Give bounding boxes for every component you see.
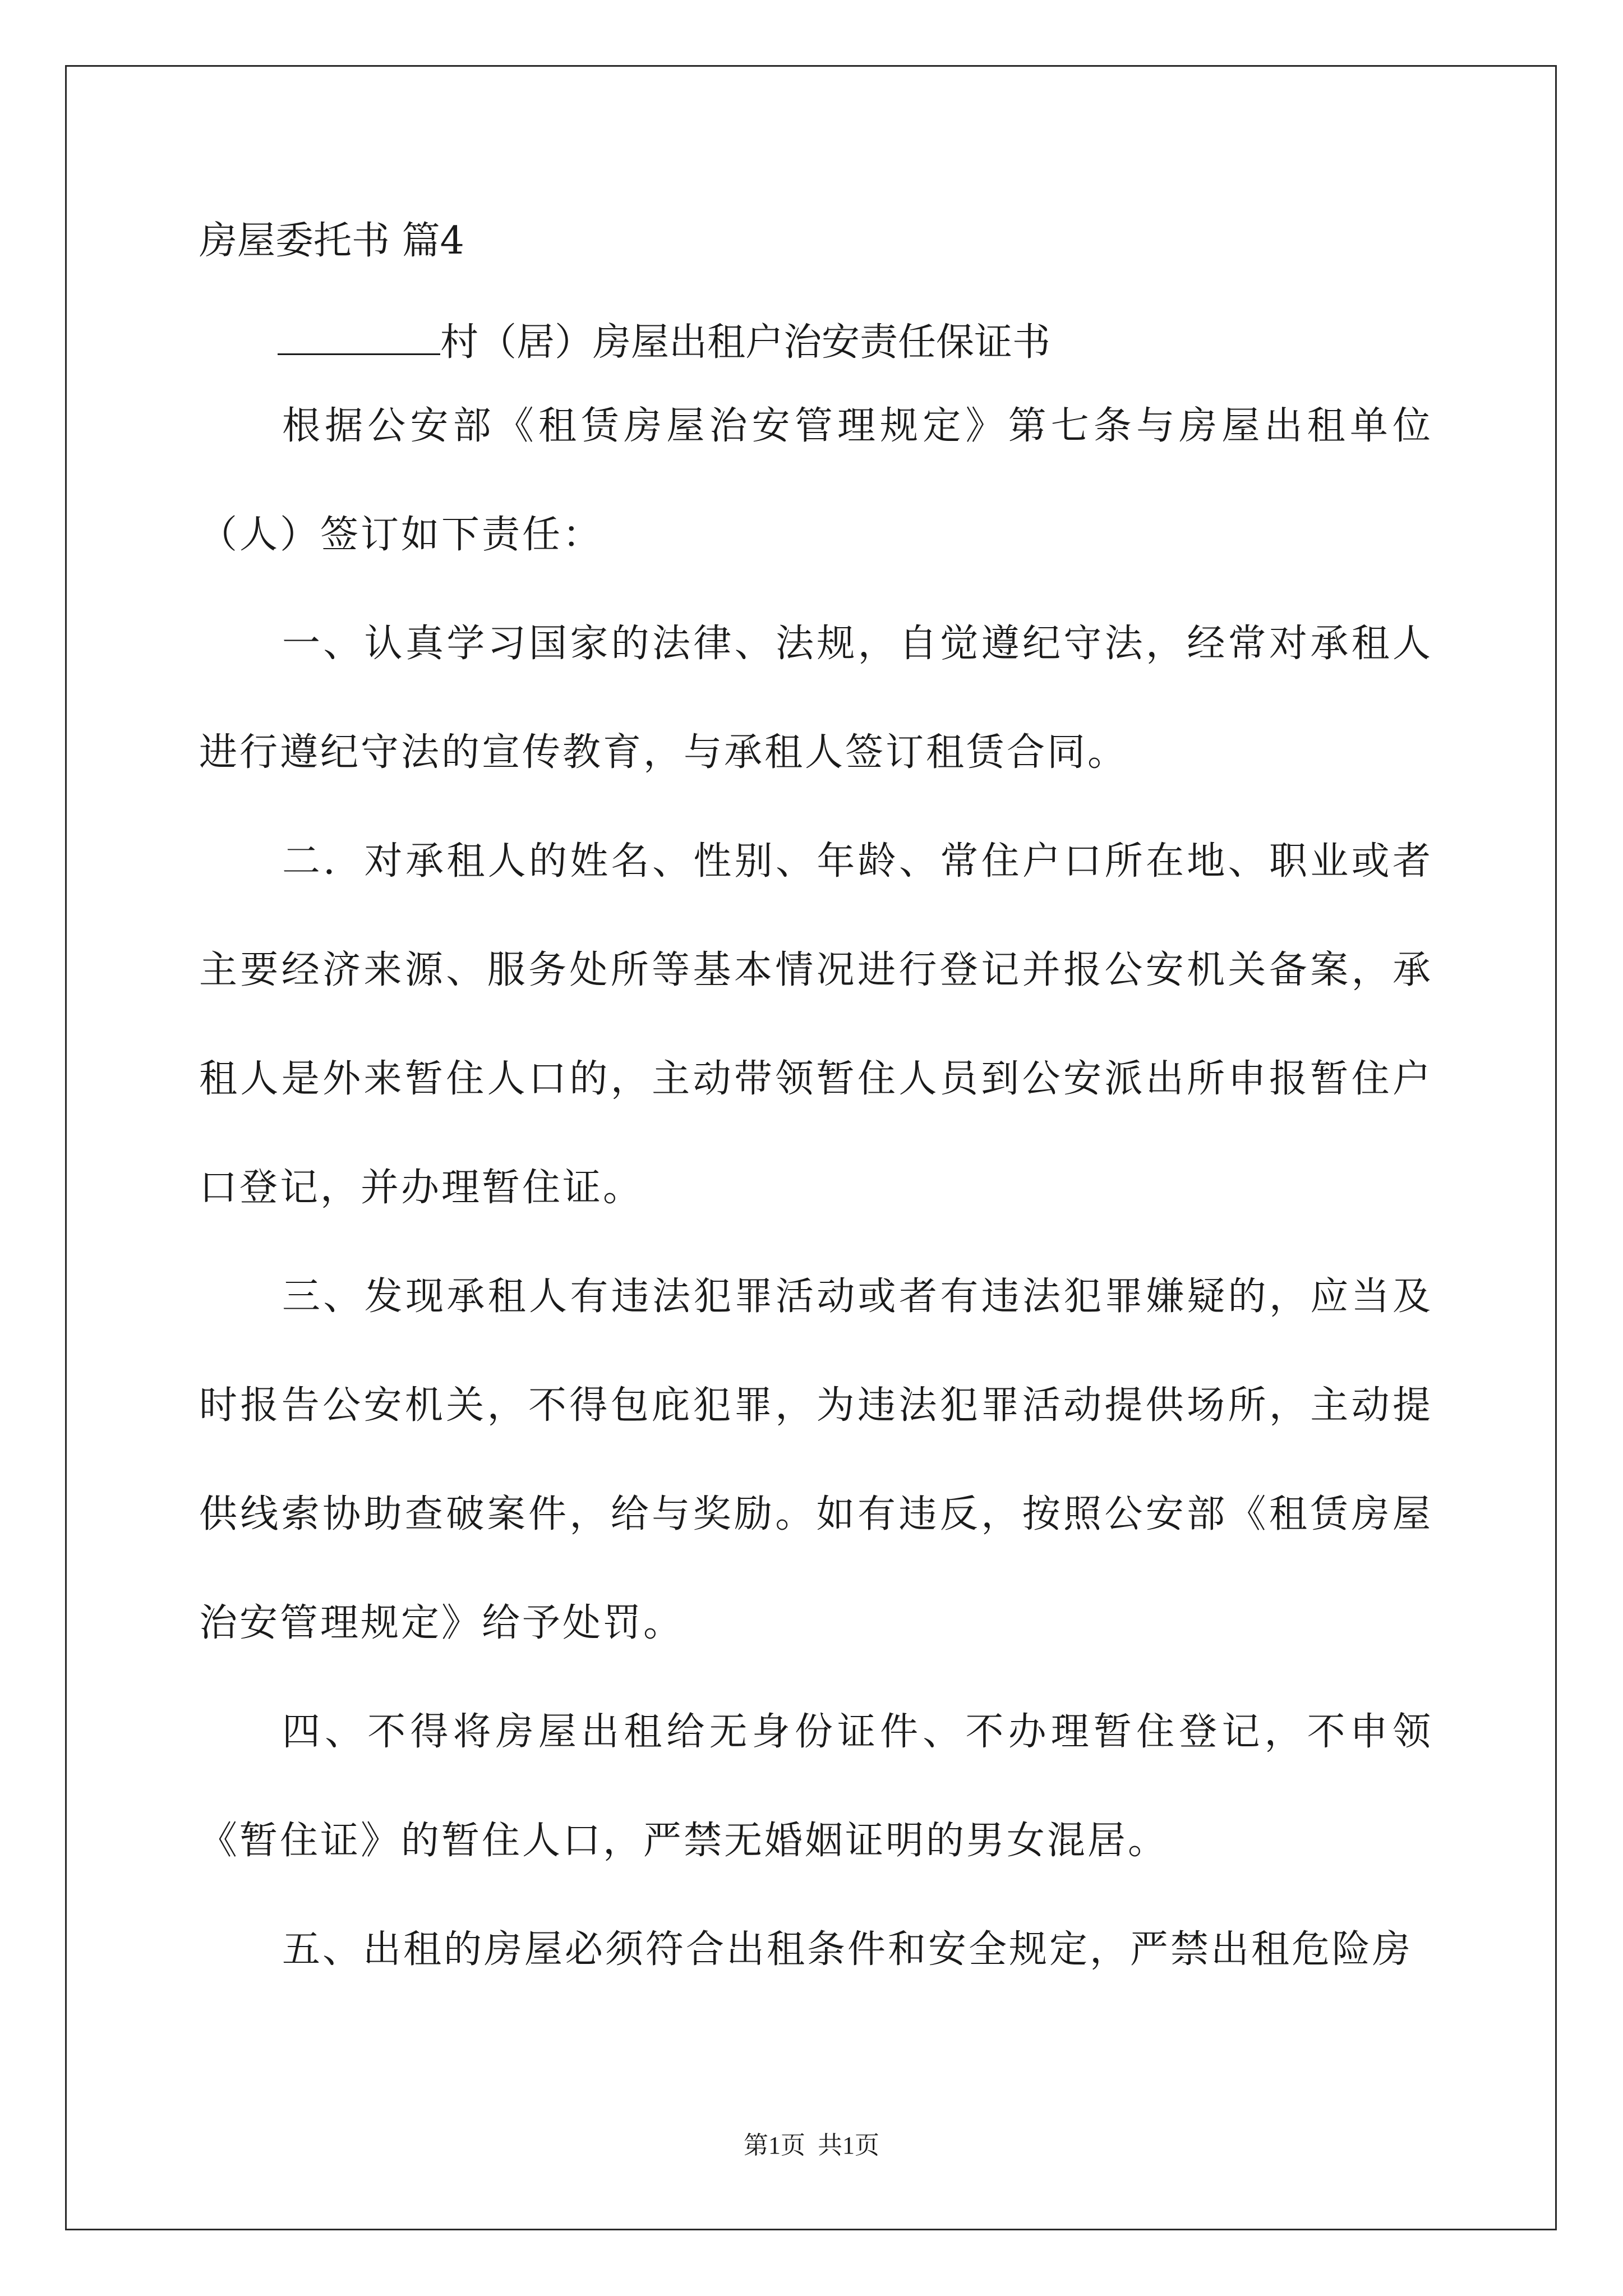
- document-heading: 房屋委托书 篇4: [199, 219, 464, 263]
- paragraph-item-3: 三、发现承租人有违法犯罪活动或者有违法犯罪嫌疑的，应当及时报告公安机关，不得包庇犯罪，为违法犯罪活动提供场所，主动提供线索协助查破案件，给与奖励。如有违反，按照公安部《租赁房屋治安管理规定》给予处罚。: [199, 1274, 1433, 1645]
- paragraph-item-2: 二．对承租人的姓名、性别、年龄、常住户口所在地、职业或者主要经济来源、服务处所等基本情况进行登记并报公安机关备案，承租人是外来暂住人口的，主动带领暂住人员到公安派出所申报暂住户口登记，并办理暂住证。: [199, 839, 1433, 1210]
- document-body: [199, 213, 1433, 2004]
- paragraph-item-5: 五、出租的房屋必须符合出租条件和安全规定，严禁出租危险房: [282, 1927, 1413, 1972]
- fill-in-blank: [278, 314, 440, 355]
- page-number: 第1页 共1页: [744, 2132, 879, 2159]
- subtitle-text: 村（居）房屋出租户治安责任保证书: [440, 320, 1051, 365]
- paragraph-item-4: 四、不得将房屋出租给无身份证件、不办理暂住登记，不申领《暂住证》的暂住人口，严禁无婚姻证明的男女混居。: [199, 1710, 1433, 1863]
- paragraph-item-1: 一、认真学习国家的法律、法规，自觉遵纪守法，经常对承租人进行遵纪守法的宣传教育，与承租人签订租赁合同。: [199, 622, 1433, 775]
- document-subtitle: [199, 314, 1433, 371]
- page-footer: [0, 2129, 1623, 2162]
- paragraph-intro: 根据公安部《租赁房屋治安管理规定》第七条与房屋出租单位（人）签订如下责任：: [199, 404, 1433, 557]
